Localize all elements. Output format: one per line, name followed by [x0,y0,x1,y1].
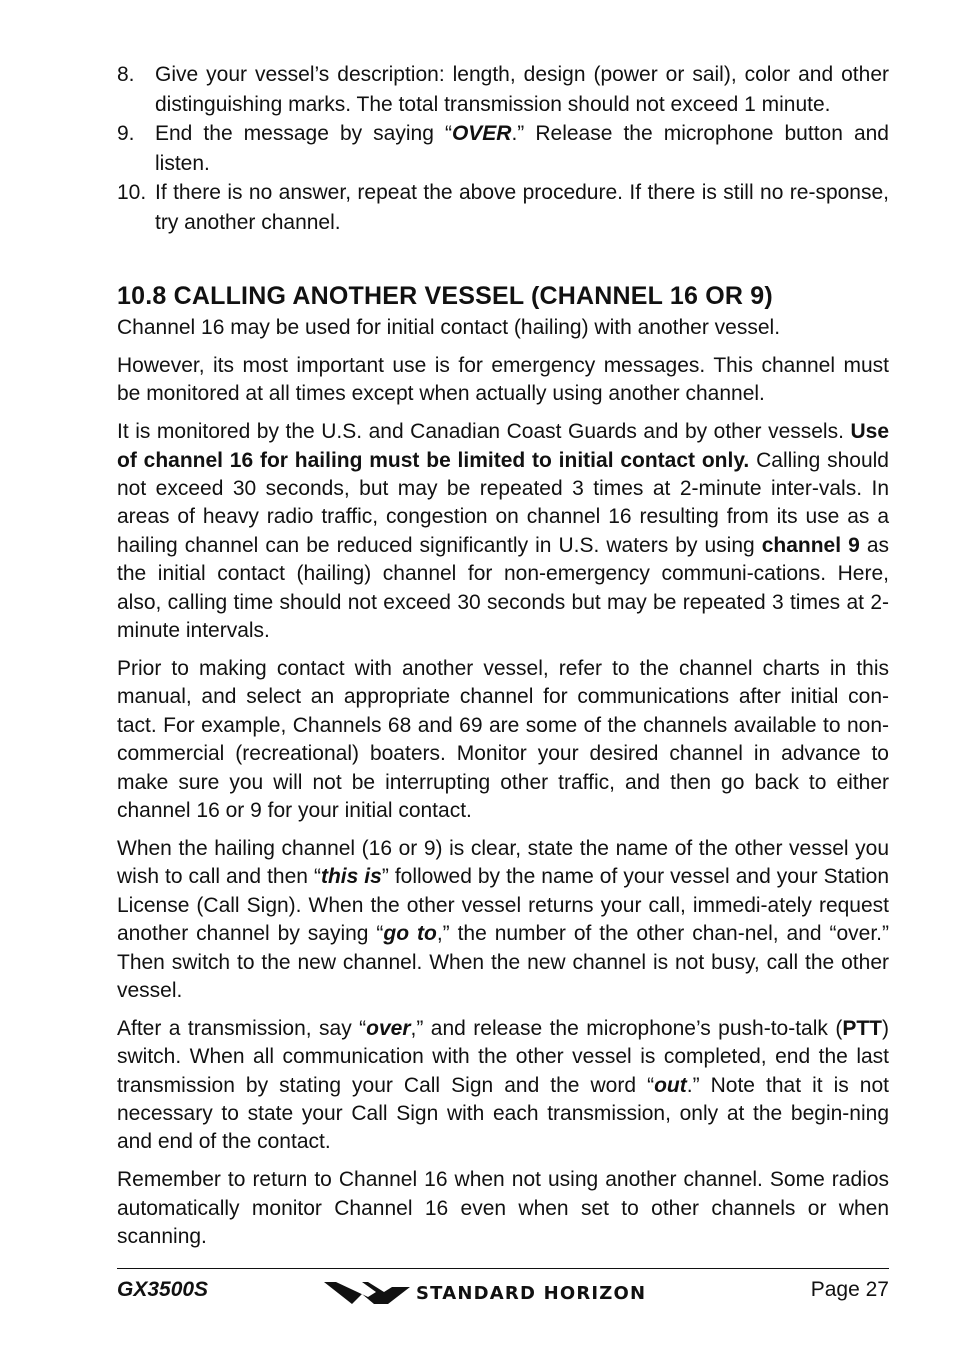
section-body [117,314,889,1261]
paragraph: Prior to making contact with another vessel, refer to the channel charts in this manual, and select an appropriate channel for communications after initial con-tact. For example, Channels 68 and 69 are some of the channels available to non-commercial (recreational) boaters. Monitor your desired channel in advance to make sure you will not be interrupting other traffic, and then go back to either channel 16 or 9 for your initial contact. [117,656,889,822]
emphasis-text: channel 9 [761,533,860,557]
text-run: Calling should not exceed 30 seconds, but may be repeated 3 times at 2-minute inter-vals. In areas of heavy radio traffic, congestion on channel 16 resulting from its use as a hailing channel can be reduced significantly in U.S. waters by using [117,448,889,557]
page-number: Page 27 [810,1278,889,1301]
paragraph: Remember to return to Channel 16 when not using another channel. Some radios automatically monitor Channel 16 even when set to other channels or when scanning. [117,1168,889,1249]
paragraph [117,418,889,645]
list-number: 10. [117,181,147,204]
footer-rule [117,1268,889,1269]
list-item [117,178,889,237]
keyword-this-is: this is [320,865,382,889]
text-run: ,” the number of the other chan-nel, and “over.” Then switch to the new channel. When the new channel is not busy, call the other vessel. [117,922,890,1002]
text-run: .” Note that it is not necessary to state your Call Sign with each transmission, only at the begin-ning and end of the contact. [117,1073,889,1154]
text-run: ) switch. When all communication with the other vessel is completed, end the last transmission by stating your Call Sign and the word “ [117,1016,889,1097]
paragraph: Channel 16 may be used for initial contact (hailing) with another vessel. [117,316,781,339]
text-run: It is monitored by the U.S. and Canadian Coast Guards and by other vessels. [117,420,851,444]
text-run: as the initial contact (hailing) channel for non-emergency communi-cations. Here, also, calling time should not exceed 30 seconds but may be repeated 3 times at 2-minute intervals. [117,533,890,643]
list-text: Give your vessel’s description: length, design (power or sail), color and other distinguishing marks. The total transmission should not exceed 1 minute. [155,63,889,116]
section-heading: 10.8 CALLING ANOTHER VESSEL (CHANNEL 16 OR 9) [117,282,773,310]
procedure-list [117,60,889,237]
text-run: ,” and release the microphone’s push-to-talk ( [410,1016,843,1040]
standard-horizon-logo-icon [322,1278,412,1308]
list-number: 9. [117,122,135,145]
list-text: End the message by saying “ [155,122,452,145]
logo-wordmark: STANDARD HORIZON [416,1282,647,1304]
emphasis-text: Use of channel 16 for hailing must be limited to initial contact only. [117,420,889,472]
keyword-go-to: go to [383,922,437,946]
list-text: If there is no answer, repeat the above procedure. If there is still no re-sponse, try another channel. [155,181,889,234]
brand-logo [322,1278,686,1308]
list-text: .” Release the microphone button and listen. [155,122,889,175]
text-run: After a transmission, say “ [117,1016,367,1040]
keyword-out: out [654,1073,687,1097]
paragraph: However, its most important use is for emergency messages. This channel must be monitored at all times except when actually using another channel. [117,353,889,406]
text-run: When the hailing channel (16 or 9) is clear, state the name of the other vessel you wish to call and then “ [117,836,889,889]
over-keyword: OVER [451,122,512,145]
list-item [117,60,889,119]
text-run: ” followed by the name of your vessel and your Station License (Call Sign). When the other vessel returns your call, immedi-ately request another channel by saying “ [117,865,889,946]
paragraph [117,835,889,1005]
paragraph [117,1015,889,1157]
list-number: 8. [117,63,135,86]
list-item [117,119,889,178]
model-name: GX3500S [117,1278,209,1301]
keyword-ptt: PTT [842,1016,882,1040]
keyword-over: over [366,1016,411,1040]
